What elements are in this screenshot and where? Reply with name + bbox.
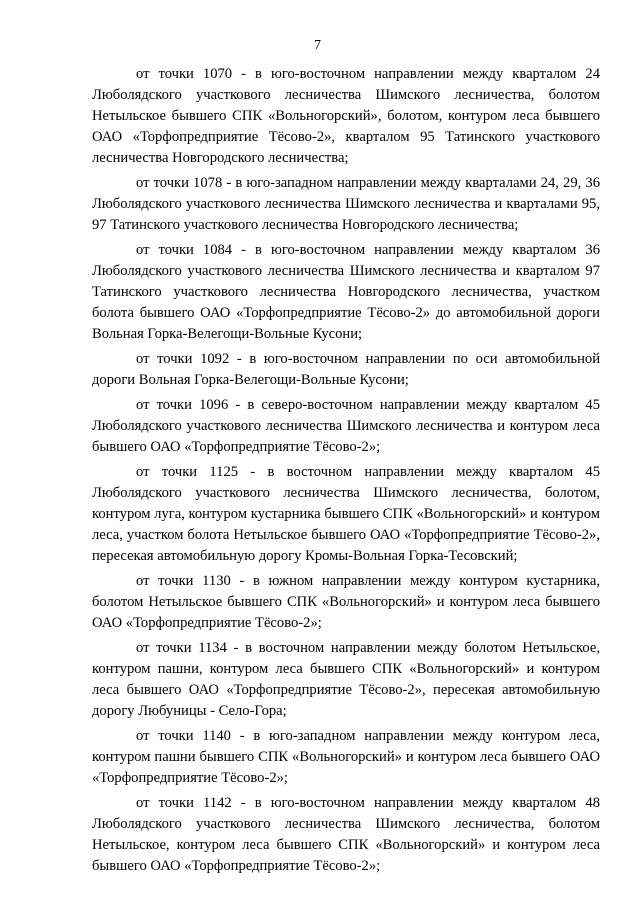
boundary-paragraph-1092: от точки 1092 - в юго-восточном направлении по оси автомобильной дороги Вольная Горка-Велегощи-Вольные Кусони;: [92, 351, 600, 388]
document-body: [92, 64, 600, 881]
boundary-paragraph-1078: от точки 1078 - в юго-западном направлении между кварталами 24, 29, 36 Люболядского участкового лесничества Шимского лесничества и кварталами 95, 97 Татинского участкового лесничества Новгородского лесничества;: [92, 175, 600, 233]
boundary-paragraph-1125: от точки 1125 - в восточном направлении между кварталом 45 Люболядского участкового лесничества Шимского лесничества, болотом, контуром луга, контуром кустарника бывшего СПК «Вольногорский» и контуром леса, участком болота Нетыльское бывшего ОАО «Торфопредприятие Тёсово-2», пересекая автомобильную дорогу Кромы-Вольная Горка-Тесовский;: [92, 464, 600, 564]
page-number: 7: [314, 38, 321, 53]
boundary-paragraph-1096: от точки 1096 - в северо-восточном направлении между кварталом 45 Люболядского участкового лесничества Шимского лесничества и контуром леса бывшего ОАО «Торфопредприятие Тёсово-2»;: [92, 397, 600, 455]
boundary-paragraph-1084: от точки 1084 - в юго-восточном направлении между кварталом 36 Люболядского участкового лесничества Шимского лесничества и кварталом 97 Татинского участкового лесничества Новгородского лесничества, участком болота бывшего ОАО «Торфопредприятие Тёсово-2» до автомобильной дороги Вольная Горка-Велегощи-Вольные Кусони;: [92, 242, 600, 342]
boundary-paragraph-1142: от точки 1142 - в юго-восточном направлении между кварталом 48 Люболядского участкового лесничества Шимского лесничества, болотом Нетыльское, контуром леса бывшего СПК «Вольногорский» и контуром леса бывшего ОАО «Торфопредприятие Тёсово-2»;: [92, 795, 600, 874]
boundary-paragraph-1130: от точки 1130 - в южном направлении между контуром кустарника, болотом Нетыльское бывшего СПК «Вольногорский» и контуром леса бывшего ОАО «Торфопредприятие Тёсово-2»;: [92, 573, 600, 631]
boundary-paragraph-1140: от точки 1140 - в юго-западном направлении между контуром леса, контуром пашни бывшего СПК «Вольногорский» и контуром леса бывшего ОАО «Торфопредприятие Тёсово-2»;: [92, 728, 600, 786]
boundary-paragraph-1070: от точки 1070 - в юго-восточном направлении между кварталом 24 Люболядского участкового лесничества Шимского лесничества, болотом Нетыльское бывшего СПК «Вольногорский», болотом, контуром леса бывшего ОАО «Торфопредприятие Тёсово-2», кварталом 95 Татинского участкового лесничества Новгородского лесничества;: [92, 66, 600, 166]
boundary-paragraph-1134: от точки 1134 - в восточном направлении между болотом Нетыльское, контуром пашни, контуром леса бывшего СПК «Вольногорский» и контуром леса бывшего ОАО «Торфопредприятие Тёсово-2», пересекая автомобильную дорогу Любуницы - Село-Гора;: [92, 640, 600, 719]
